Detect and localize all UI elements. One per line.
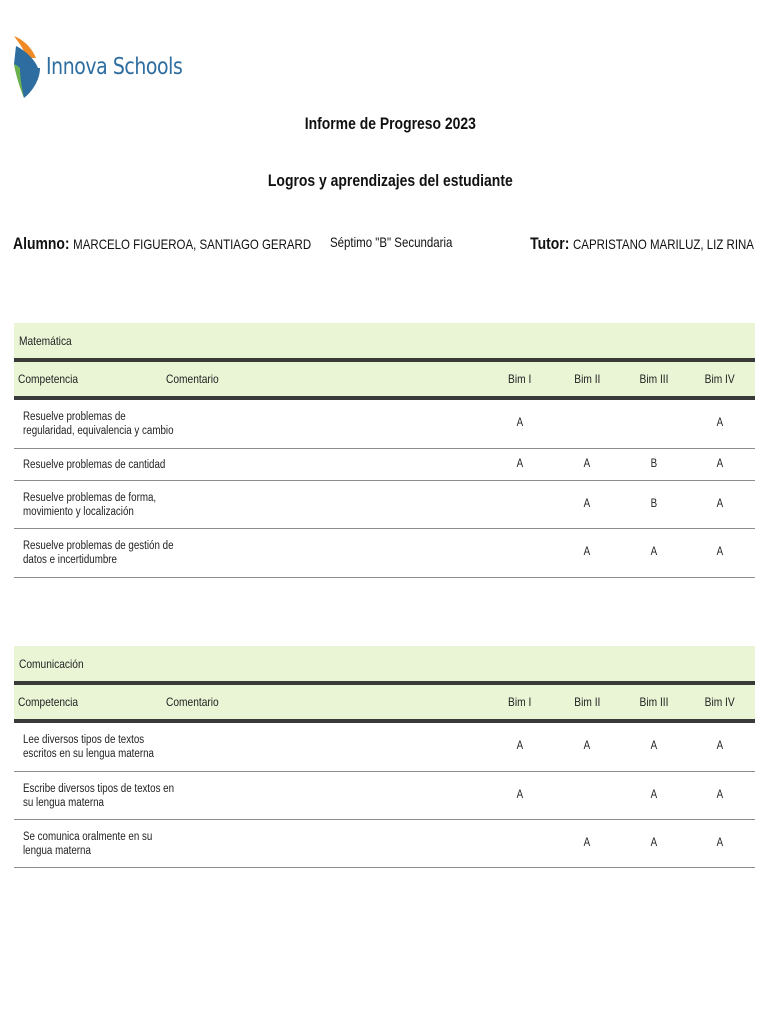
competencia-line: movimiento y localización bbox=[23, 505, 134, 518]
header-bim4 bbox=[700, 695, 740, 709]
header-bim2 bbox=[567, 372, 607, 386]
grade-value: A bbox=[583, 546, 591, 558]
grade-bim1 bbox=[500, 498, 540, 510]
grade-value: A bbox=[716, 417, 724, 429]
header-bim1 bbox=[500, 372, 540, 386]
grade-bim2 bbox=[567, 837, 607, 849]
grade-value: A bbox=[516, 740, 524, 752]
grade-value: B bbox=[650, 497, 658, 510]
competencia-line: Resuelve problemas de forma, bbox=[23, 491, 157, 504]
grade-value: A bbox=[716, 497, 724, 510]
grade-bim3 bbox=[634, 837, 674, 849]
competencia-line: Resuelve problemas de cantidad bbox=[23, 458, 166, 471]
competencia-line: Lee diversos tipos de textos bbox=[23, 734, 145, 746]
grade-bim4 bbox=[700, 458, 740, 470]
grade-bim4 bbox=[700, 417, 740, 429]
alumno-label: Alumno: bbox=[13, 234, 70, 253]
competencia-cell bbox=[23, 491, 193, 519]
tutor-name: CAPRISTANO MARILUZ, LIZ RINA bbox=[573, 236, 754, 252]
grade-bim4 bbox=[700, 546, 740, 558]
header-bim3-label: Bim III bbox=[639, 695, 669, 709]
grade-bim4 bbox=[700, 740, 740, 752]
report-subtitle: Logros y aprendizajes del estudiante bbox=[267, 171, 513, 190]
grade-bim4 bbox=[700, 837, 740, 849]
grade-bim2 bbox=[567, 546, 607, 558]
grade-bim3 bbox=[634, 458, 674, 470]
competencia-cell bbox=[23, 410, 193, 438]
grade-value: B bbox=[650, 457, 658, 470]
innova-logo-icon bbox=[12, 34, 44, 104]
competencia-line: lengua materna bbox=[23, 844, 91, 857]
grade-value: A bbox=[650, 788, 658, 801]
grade-bim2 bbox=[567, 498, 607, 510]
section-comunicacion bbox=[14, 646, 755, 868]
table-row bbox=[14, 481, 755, 529]
grade-bim2 bbox=[567, 789, 607, 801]
grade-bim3 bbox=[634, 498, 674, 510]
report-title: Informe de Progreso 2023 bbox=[304, 114, 476, 133]
header-comentario: Comentario bbox=[166, 372, 219, 386]
grade-bim3 bbox=[634, 417, 674, 429]
header-bim2-label: Bim II bbox=[573, 695, 601, 709]
grade-value: A bbox=[716, 457, 724, 470]
header-bim3 bbox=[634, 372, 674, 386]
competencia-cell bbox=[23, 782, 193, 810]
grade-value: A bbox=[583, 836, 591, 849]
grade-bim3 bbox=[634, 546, 674, 558]
table-row bbox=[14, 529, 755, 578]
grade-bim1 bbox=[500, 837, 540, 849]
grade-value: A bbox=[516, 788, 524, 801]
table-header bbox=[14, 362, 755, 400]
competencia-line: Resuelve problemas de bbox=[23, 411, 126, 423]
tutor-label: Tutor: bbox=[530, 234, 570, 253]
grade-value: A bbox=[650, 546, 658, 558]
grade-value: A bbox=[650, 836, 658, 849]
grade-value: A bbox=[716, 788, 724, 801]
table-row bbox=[14, 449, 755, 481]
grade-value: A bbox=[516, 417, 524, 429]
table-row bbox=[14, 400, 755, 449]
grade-value: A bbox=[716, 836, 724, 849]
header-comentario: Comentario bbox=[166, 695, 219, 709]
header-competencia: Competencia bbox=[18, 695, 79, 709]
header-bim1 bbox=[500, 695, 540, 709]
header-bim1-label: Bim I bbox=[508, 372, 532, 386]
competencia-cell bbox=[23, 539, 193, 567]
grade-value: A bbox=[583, 457, 591, 470]
competencia-cell bbox=[23, 830, 193, 858]
grade-bim1 bbox=[500, 740, 540, 752]
competencia-line: regularidad, equivalencia y cambio bbox=[23, 425, 174, 437]
grade-value: A bbox=[516, 457, 524, 470]
grade-value: A bbox=[583, 497, 591, 510]
table-header bbox=[14, 685, 755, 723]
grade-value: A bbox=[583, 740, 591, 752]
competencia-line: Resuelve problemas de gestión de bbox=[23, 540, 174, 552]
competencia-line: escritos en su lengua materna bbox=[23, 748, 154, 760]
competencia-line: Escribe diversos tipos de textos en bbox=[23, 782, 175, 795]
brand-logo bbox=[12, 34, 182, 104]
header-bim2 bbox=[567, 695, 607, 709]
grade-bim2 bbox=[567, 740, 607, 752]
grade-bim1 bbox=[500, 417, 540, 429]
section-title bbox=[14, 323, 755, 362]
grade-value: A bbox=[716, 740, 724, 752]
alumno-name: MARCELO FIGUEROA, SANTIAGO GERARD bbox=[73, 236, 312, 252]
header-bim3 bbox=[634, 695, 674, 709]
grade-value: A bbox=[650, 740, 658, 752]
table-row bbox=[14, 772, 755, 820]
table-row bbox=[14, 723, 755, 772]
header-bim4 bbox=[700, 372, 740, 386]
grade-bim1 bbox=[500, 789, 540, 801]
competencia-line: Se comunica oralmente en su bbox=[23, 830, 153, 843]
grade-bim2 bbox=[567, 417, 607, 429]
section-title-text: Comunicación bbox=[19, 656, 84, 671]
grade-value: A bbox=[716, 546, 724, 558]
grade-bim3 bbox=[634, 740, 674, 752]
grade-bim1 bbox=[500, 458, 540, 470]
grade-bim4 bbox=[700, 789, 740, 801]
competencia-line: su lengua materna bbox=[23, 796, 104, 809]
header-bim4-label: Bim IV bbox=[704, 695, 736, 709]
competencia-cell bbox=[23, 458, 193, 472]
brand-name: Innova Schools bbox=[46, 54, 183, 80]
grade-bim2 bbox=[567, 458, 607, 470]
header-competencia: Competencia bbox=[18, 372, 79, 386]
header-bim3-label: Bim III bbox=[639, 372, 669, 386]
competencia-line: datos e incertidumbre bbox=[23, 554, 118, 566]
competencia-cell bbox=[23, 733, 193, 761]
grade-bim3 bbox=[634, 789, 674, 801]
section-title-text: Matemática bbox=[19, 333, 72, 348]
header-bim1-label: Bim I bbox=[508, 695, 532, 709]
tutor-info bbox=[530, 234, 754, 254]
grade-bim1 bbox=[500, 546, 540, 558]
section-title bbox=[14, 646, 755, 685]
table-row bbox=[14, 820, 755, 868]
student-info bbox=[13, 234, 311, 254]
grade-bim4 bbox=[700, 498, 740, 510]
section-matematica bbox=[14, 323, 755, 578]
student-grade: Séptimo "B" Secundaria bbox=[330, 234, 453, 250]
header-bim4-label: Bim IV bbox=[704, 372, 736, 386]
header-bim2-label: Bim II bbox=[573, 372, 601, 386]
